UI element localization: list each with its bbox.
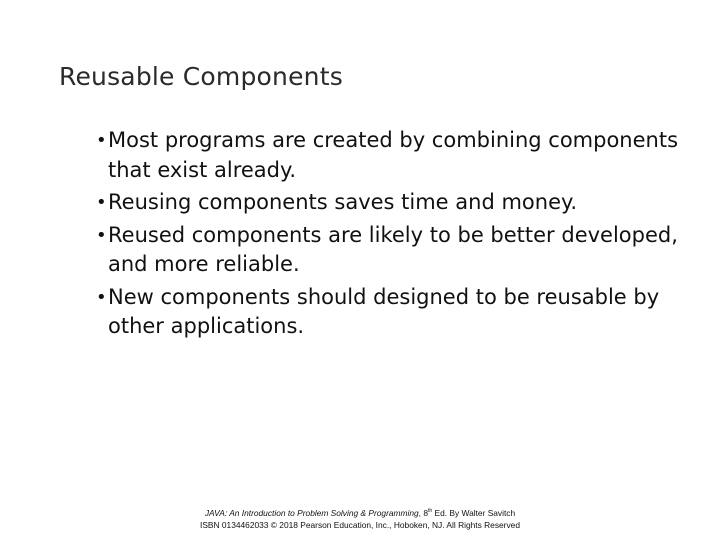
bullet-item-2 [96,188,686,218]
bullet-list [96,126,686,345]
slide-title: Reusable Components [59,62,343,91]
bullet-icon: • [96,224,107,246]
bullet-text: Most programs are created by combining components that exist already. [108,128,679,182]
footer-author: Ed. By Walter Savitch [432,507,516,518]
footer-book-title: JAVA: An Introduction to Problem Solving & Programming [204,507,419,518]
bullet-item-4 [96,283,686,342]
footer-separator: , [418,507,424,518]
bullet-icon: • [96,286,107,308]
slide-footer [0,505,720,532]
bullet-text: Reused components are likely to be better developed, and more reliable. [108,222,678,276]
footer-edition-number: 8 [423,507,428,518]
bullet-text: Reusing components saves time and money. [108,190,578,214]
footer-line-1 [0,505,720,519]
bullet-text: New components should designed to be reusable by other applications. [108,284,660,338]
bullet-icon: • [96,192,107,213]
bullet-item-1 [96,126,686,185]
footer-edition-suffix: th [427,508,433,514]
bullet-item-3 [96,221,686,280]
bullet-icon: • [96,130,107,151]
footer-line-2: ISBN 0134462033 © 2018 Pearson Education, Inc., Hoboken, NJ. All Rights Reserved [200,520,520,531]
